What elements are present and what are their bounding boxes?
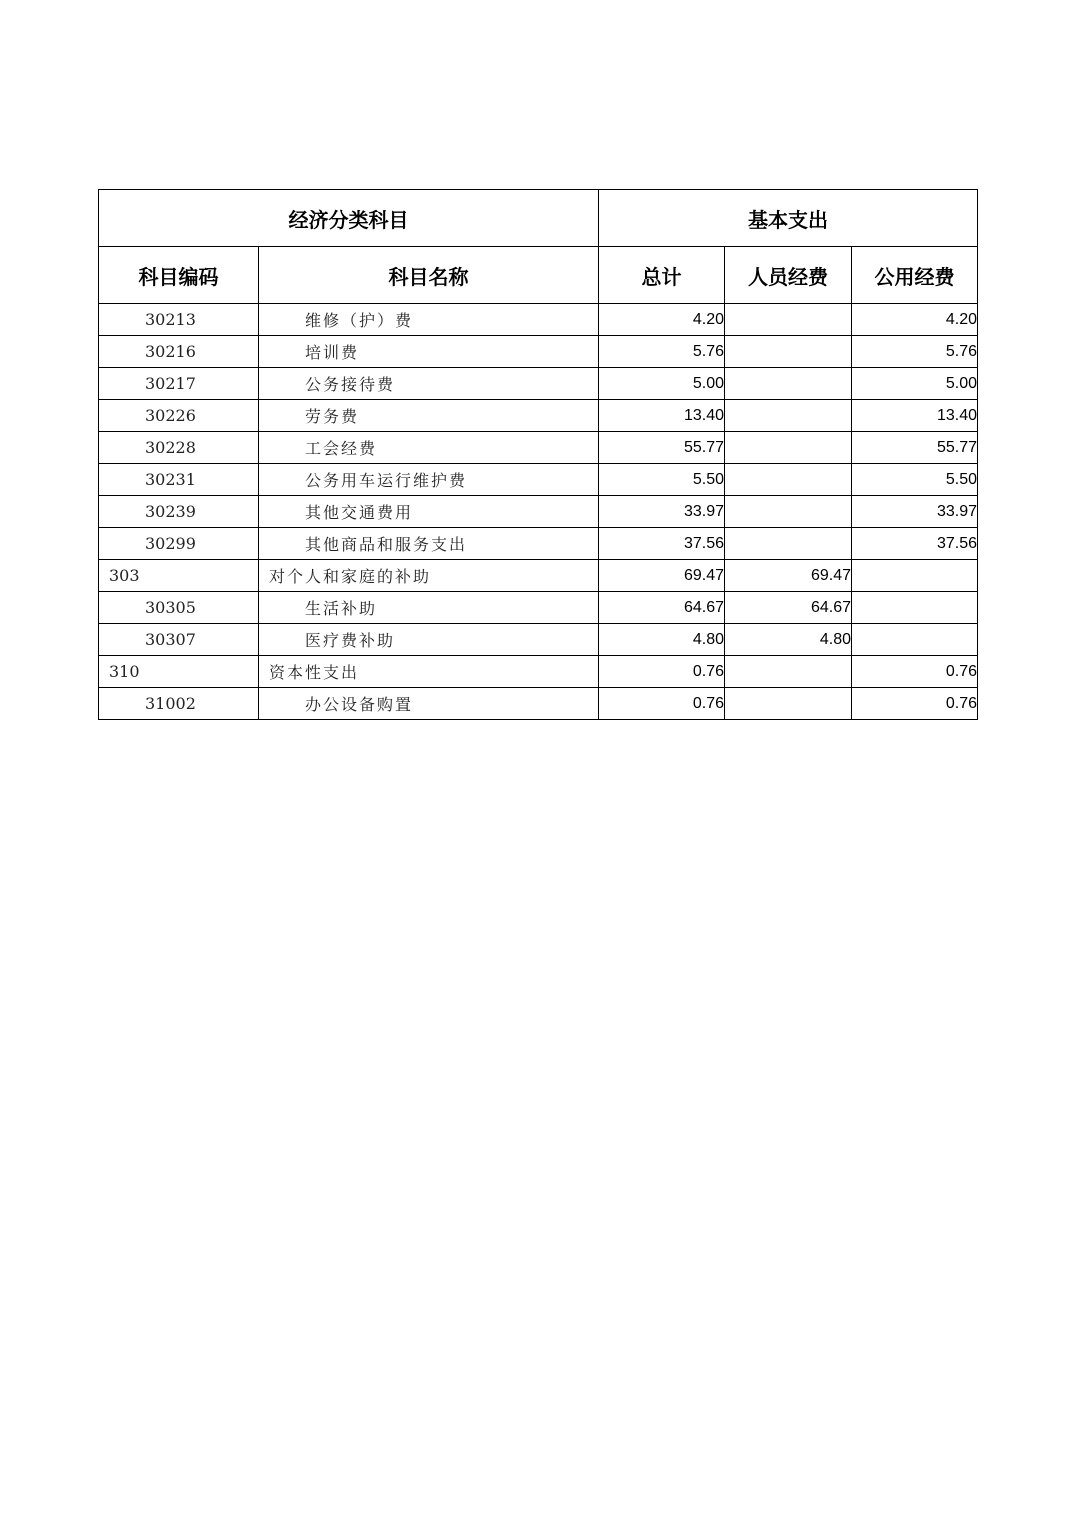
header-row-group: [99, 190, 978, 247]
personnel-cell: [725, 496, 852, 528]
total-cell: 0.76: [599, 688, 725, 720]
subject-name-cell: 公务用车运行维护费: [259, 464, 599, 496]
header-economic-classification: 经济分类科目: [99, 190, 599, 247]
public-cell: 5.50: [852, 464, 978, 496]
total-cell: 5.76: [599, 336, 725, 368]
table-row: [99, 560, 978, 592]
header-row-columns: [99, 247, 978, 304]
subject-name-cell: 其他交通费用: [259, 496, 599, 528]
total-cell: 4.80: [599, 624, 725, 656]
header-basic-expenditure: 基本支出: [599, 190, 978, 247]
subject-code-cell: 30239: [99, 496, 259, 528]
personnel-cell: [725, 656, 852, 688]
subject-code-cell: 30231: [99, 464, 259, 496]
basic-expenditure-table: [98, 189, 978, 720]
total-cell: 33.97: [599, 496, 725, 528]
public-cell: 0.76: [852, 656, 978, 688]
header-subject-code: 科目编码: [99, 247, 259, 304]
subject-name-cell: 公务接待费: [259, 368, 599, 400]
subject-name-cell: 劳务费: [259, 400, 599, 432]
header-subject-name: 科目名称: [259, 247, 599, 304]
table-body: [99, 304, 978, 720]
subject-name-cell: 生活补助: [259, 592, 599, 624]
table-row: [99, 656, 978, 688]
table-row: [99, 688, 978, 720]
subject-name-cell: 办公设备购置: [259, 688, 599, 720]
subject-name-cell: 其他商品和服务支出: [259, 528, 599, 560]
table-row: [99, 528, 978, 560]
table-row: [99, 464, 978, 496]
subject-code-cell: 30307: [99, 624, 259, 656]
personnel-cell: [725, 688, 852, 720]
subject-code-cell: 30213: [99, 304, 259, 336]
public-cell: 5.76: [852, 336, 978, 368]
subject-code-cell: 303: [99, 560, 259, 592]
public-cell: 55.77: [852, 432, 978, 464]
personnel-cell: [725, 528, 852, 560]
header-total: 总计: [599, 247, 725, 304]
table-row: [99, 336, 978, 368]
total-cell: 4.20: [599, 304, 725, 336]
public-cell: 4.20: [852, 304, 978, 336]
public-cell: 37.56: [852, 528, 978, 560]
public-cell: 5.00: [852, 368, 978, 400]
total-cell: 5.50: [599, 464, 725, 496]
public-cell: [852, 560, 978, 592]
total-cell: 37.56: [599, 528, 725, 560]
table-row: [99, 304, 978, 336]
subject-name-cell: 工会经费: [259, 432, 599, 464]
total-cell: 5.00: [599, 368, 725, 400]
subject-code-cell: 310: [99, 656, 259, 688]
public-cell: [852, 592, 978, 624]
subject-code-cell: 30226: [99, 400, 259, 432]
public-cell: 33.97: [852, 496, 978, 528]
public-cell: [852, 624, 978, 656]
total-cell: 55.77: [599, 432, 725, 464]
public-cell: 13.40: [852, 400, 978, 432]
total-cell: 64.67: [599, 592, 725, 624]
personnel-cell: [725, 400, 852, 432]
personnel-cell: [725, 368, 852, 400]
subject-name-cell: 维修（护）费: [259, 304, 599, 336]
subject-code-cell: 30299: [99, 528, 259, 560]
table-row: [99, 400, 978, 432]
subject-name-cell: 培训费: [259, 336, 599, 368]
header-public-expenses: 公用经费: [852, 247, 978, 304]
personnel-cell: [725, 464, 852, 496]
personnel-cell: 64.67: [725, 592, 852, 624]
header-personnel-expenses: 人员经费: [725, 247, 852, 304]
personnel-cell: 4.80: [725, 624, 852, 656]
total-cell: 13.40: [599, 400, 725, 432]
total-cell: 69.47: [599, 560, 725, 592]
public-cell: 0.76: [852, 688, 978, 720]
subject-code-cell: 30228: [99, 432, 259, 464]
total-cell: 0.76: [599, 656, 725, 688]
table-row: [99, 624, 978, 656]
subject-code-cell: 31002: [99, 688, 259, 720]
table-row: [99, 432, 978, 464]
personnel-cell: [725, 432, 852, 464]
subject-code-cell: 30217: [99, 368, 259, 400]
personnel-cell: [725, 304, 852, 336]
subject-name-cell: 资本性支出: [259, 656, 599, 688]
subject-name-cell: 对个人和家庭的补助: [259, 560, 599, 592]
table-row: [99, 592, 978, 624]
table-row: [99, 496, 978, 528]
table-row: [99, 368, 978, 400]
subject-code-cell: 30305: [99, 592, 259, 624]
subject-name-cell: 医疗费补助: [259, 624, 599, 656]
personnel-cell: 69.47: [725, 560, 852, 592]
subject-code-cell: 30216: [99, 336, 259, 368]
personnel-cell: [725, 336, 852, 368]
